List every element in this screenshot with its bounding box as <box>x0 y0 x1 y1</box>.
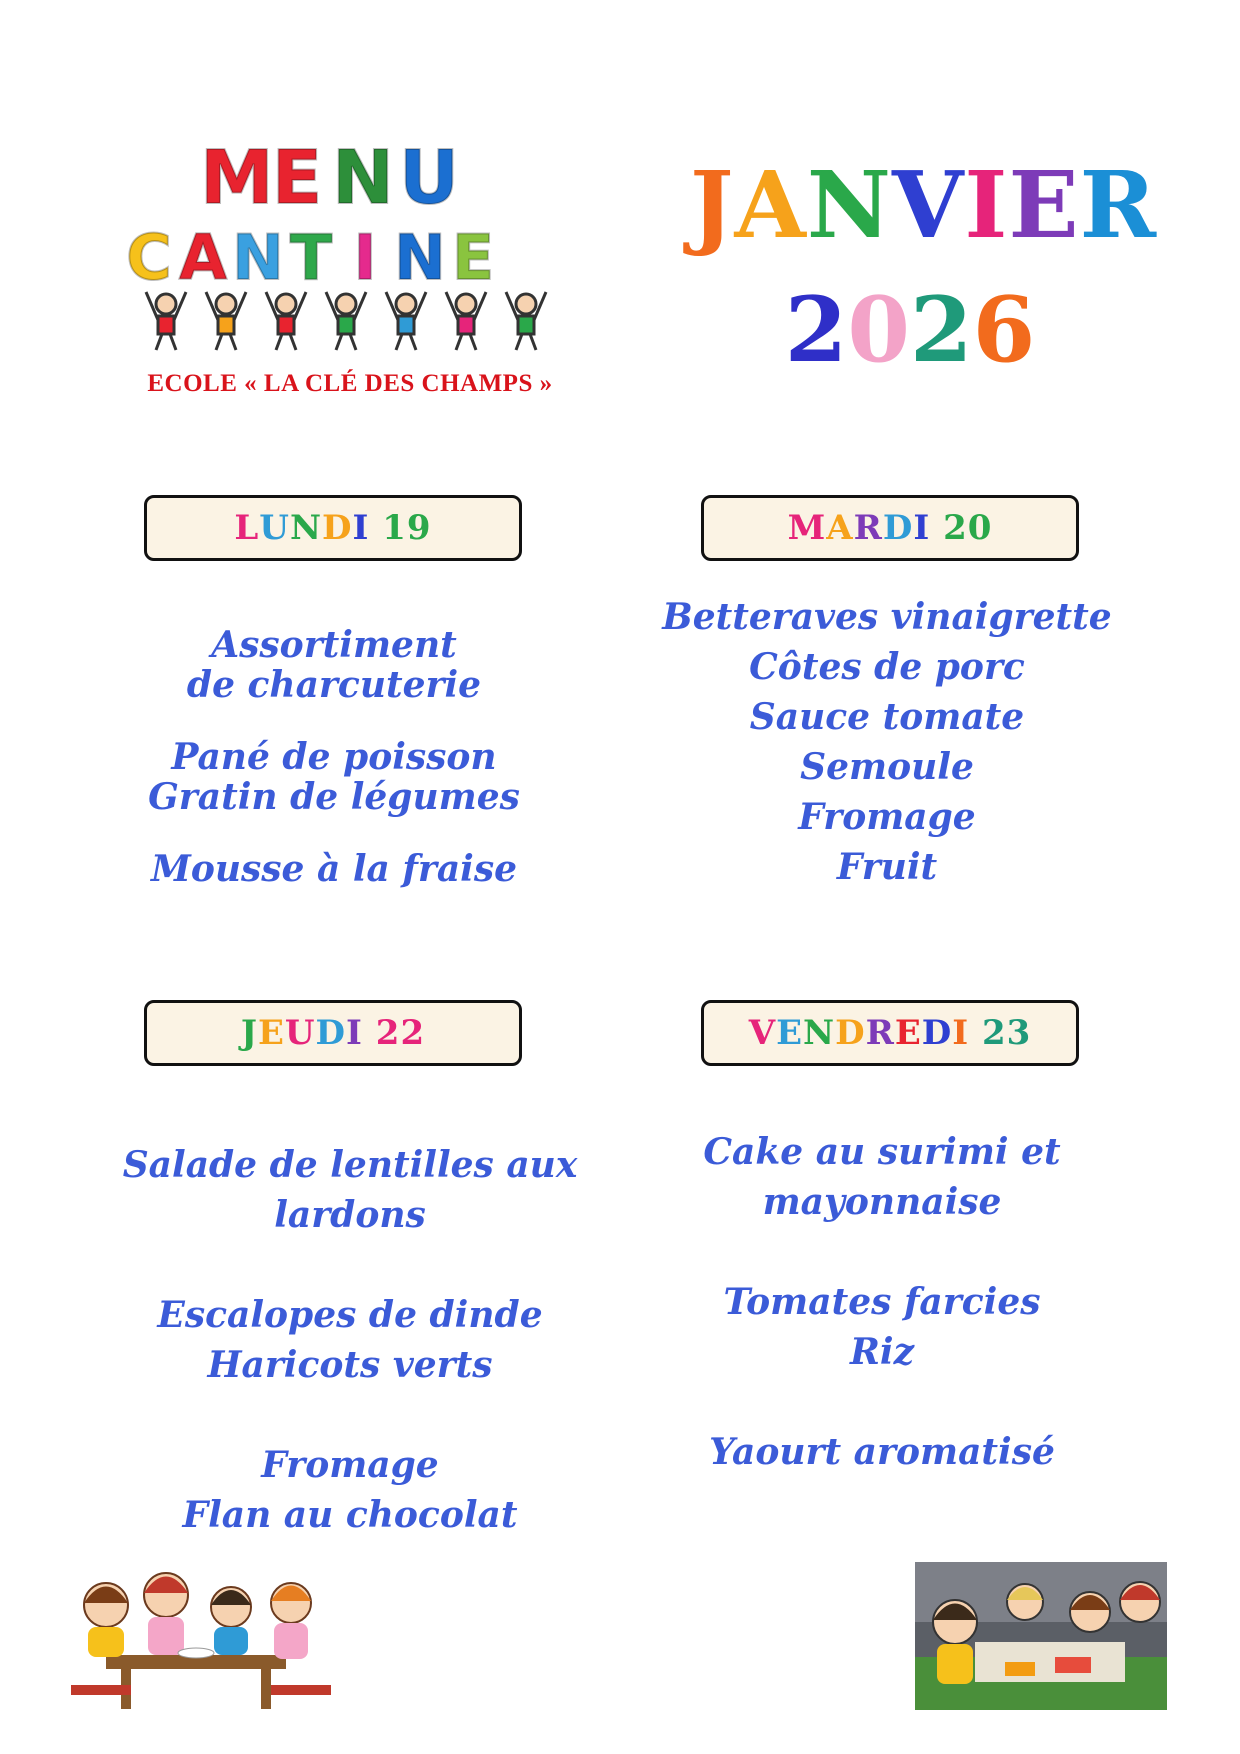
dish: Betteraves vinaigrette <box>662 596 1112 638</box>
day-label-letter: E <box>894 1013 922 1053</box>
dish: Escalopes de dinde <box>157 1294 543 1336</box>
day-label-letter: D <box>882 508 914 548</box>
menu-jeudi <box>90 1140 610 1540</box>
day-label-letter: U <box>284 1013 316 1053</box>
month-letter: V <box>892 151 965 259</box>
dish: Cake au surimi et <box>703 1131 1061 1173</box>
logo-letter: M <box>200 135 274 221</box>
day-label-letter: N <box>289 508 323 548</box>
year-digit: 2 <box>784 277 848 383</box>
dish: Assortiment <box>211 624 457 666</box>
month-letter: N <box>806 151 893 259</box>
day-label-letter: R <box>865 1013 895 1053</box>
dish: Semoule <box>800 746 974 788</box>
logo-letter: A <box>179 221 227 294</box>
kids-eating-illustration-left <box>66 1565 336 1715</box>
month-letter: E <box>1008 151 1080 259</box>
month-title <box>690 150 1158 260</box>
year-title <box>760 277 1060 383</box>
day-label-letter: I <box>913 508 931 548</box>
dish: Côtes de porc <box>749 646 1025 688</box>
logo-letter: T <box>289 221 333 294</box>
day-label-letter: N <box>803 1013 836 1053</box>
dish: Fruit <box>836 846 938 888</box>
month-letter: R <box>1079 151 1158 259</box>
dish: Gratin de légumes <box>148 776 520 818</box>
day-header-vendredi <box>701 1000 1079 1066</box>
day-label-letter: D <box>921 1013 953 1053</box>
cafeteria-illustration-right <box>915 1562 1167 1710</box>
day-label-letter: R <box>853 508 883 548</box>
day-label-letter: V <box>748 1013 777 1053</box>
logo-menu-word <box>200 135 460 221</box>
dish: Pané de poisson <box>171 736 497 778</box>
logo-letter: N <box>332 135 394 221</box>
day-label-letter: I <box>952 1013 970 1053</box>
menu-lundi <box>74 625 594 889</box>
dish: mayonnaise <box>762 1181 1002 1223</box>
dish: Sauce tomate <box>749 696 1025 738</box>
logo-kids-illustration <box>136 290 556 352</box>
day-number: 19 <box>382 508 432 548</box>
day-label-letter: D <box>835 1013 866 1053</box>
menu-vendredi <box>622 1127 1142 1477</box>
day-header-lundi <box>144 495 522 561</box>
day-label-letter: A <box>826 508 854 548</box>
dish: Mousse à la fraise <box>150 848 518 890</box>
day-number: 22 <box>375 1013 426 1053</box>
day-label-letter: U <box>259 508 290 548</box>
day-label-letter: I <box>346 1013 363 1053</box>
year-digit: 2 <box>910 277 973 383</box>
dish: Flan au chocolat <box>182 1494 518 1536</box>
dish: Haricots verts <box>207 1344 493 1386</box>
day-label-letter: L <box>234 508 260 548</box>
kid-figure <box>146 292 546 350</box>
year-digit: 0 <box>847 277 910 383</box>
dish: Fromage <box>798 796 976 838</box>
dish: Riz <box>849 1331 915 1373</box>
logo-letter: E <box>271 135 323 221</box>
logo-letter: U <box>398 135 460 221</box>
dish: Salade de lentilles aux <box>122 1144 578 1186</box>
day-label-letter: E <box>257 1013 285 1053</box>
logo-letter: C <box>126 221 172 294</box>
year-digit: 6 <box>972 277 1036 383</box>
logo-letter: N <box>232 221 284 294</box>
dish: Yaourt aromatisé <box>709 1431 1055 1473</box>
day-label-letter: M <box>787 508 827 548</box>
school-name: ECOLE « LA CLÉ DES CHAMPS » <box>147 370 553 397</box>
day-number: 20 <box>943 508 993 548</box>
day-header-jeudi <box>144 1000 522 1066</box>
month-letter: I <box>964 151 1009 259</box>
logo-letter: E <box>451 221 495 294</box>
dish: Tomates farcies <box>723 1281 1041 1323</box>
month-letter: A <box>734 151 807 259</box>
day-label-letter: I <box>352 508 370 548</box>
day-label-letter: D <box>322 508 353 548</box>
menu-mardi <box>627 592 1147 892</box>
dish: lardons <box>274 1194 426 1236</box>
logo-cantine-word <box>124 221 498 294</box>
day-label-letter: D <box>315 1013 347 1053</box>
logo-letter: I <box>353 221 377 294</box>
month-letter: J <box>690 151 735 259</box>
day-header-mardi <box>701 495 1079 561</box>
dish: de charcuterie <box>186 664 482 706</box>
day-label-letter: J <box>240 1013 258 1053</box>
logo-letter: N <box>394 221 446 294</box>
dish: Fromage <box>261 1444 439 1486</box>
day-label-letter: E <box>776 1013 803 1053</box>
day-number: 23 <box>981 1013 1032 1053</box>
